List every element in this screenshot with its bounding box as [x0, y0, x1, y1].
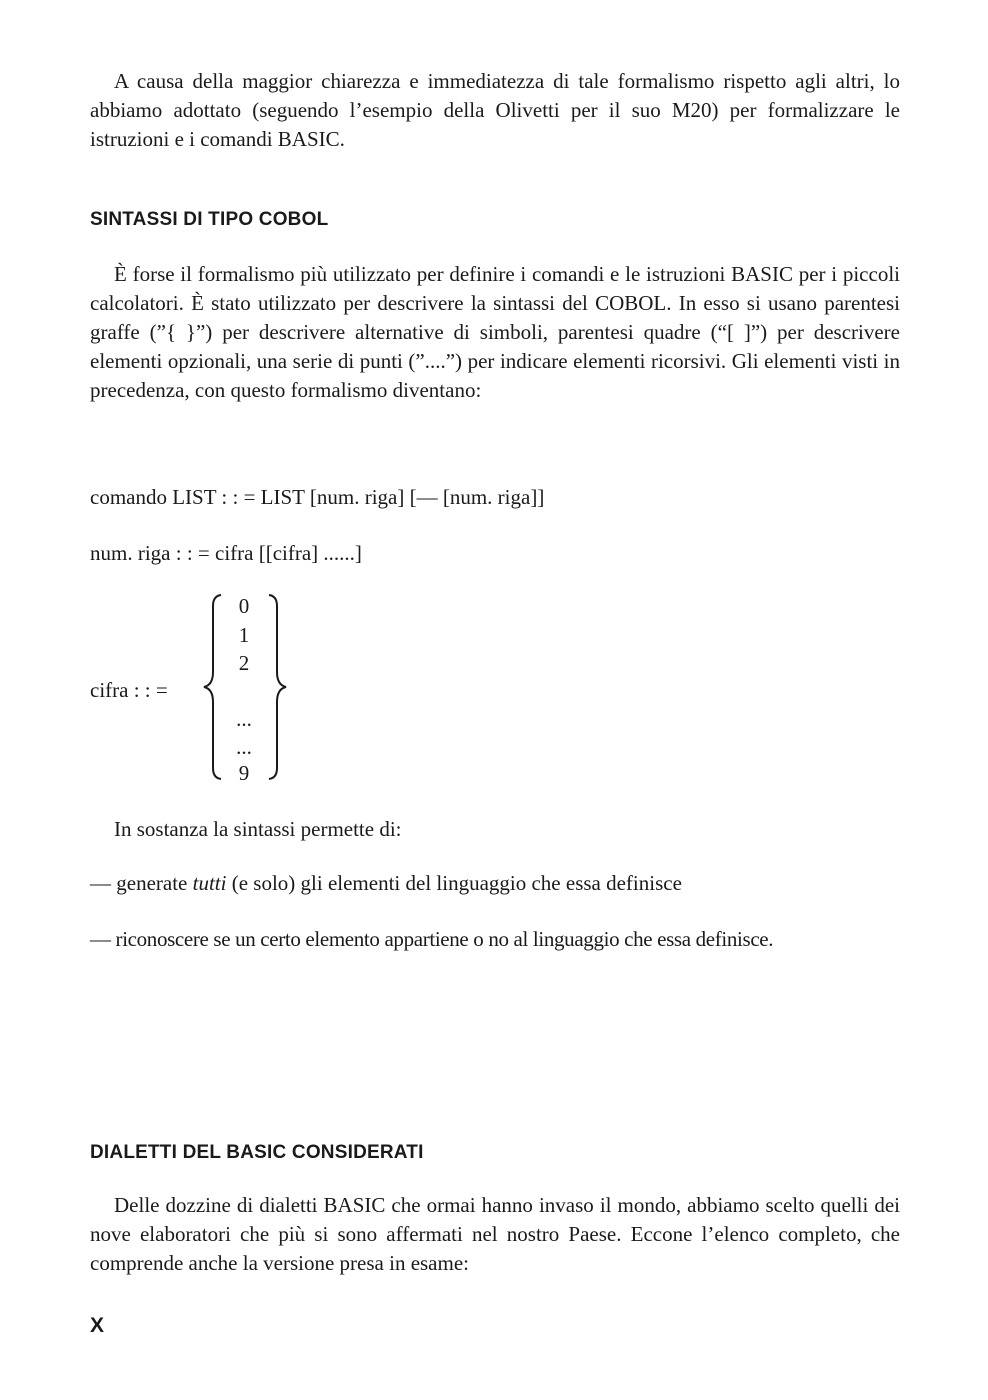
- cobol-text: È forse il formalismo più utilizzato per definire i comandi e le istruzioni BASIC per i piccoli calcolatori. È stato utilizzato per descrivere la sintassi del COBOL. In esso si usano parentesi graffe (”{ }”) per descrivere alternative di simboli, parentesi quadre (“[ ]”) per descrivere elementi opzionali, una serie di punti (”....”) per indicare elementi ricorsivi. Gli elementi visti in precedenza, con questo formalismo diventano:: [90, 262, 900, 402]
- bullet-generate-emphasis: tutti: [192, 871, 227, 895]
- intro-paragraph: [90, 67, 900, 154]
- bullet-generate-prefix: — generate: [90, 871, 193, 895]
- sostanza-paragraph: [90, 815, 900, 844]
- heading-dialetti-basic: DIALETTI DEL BASIC CONSIDERATI: [90, 1142, 424, 1163]
- formula-list: comando LIST : : = LIST [num. riga] [— [num. riga]]: [90, 485, 545, 509]
- cifra-digit-1: 1: [238, 623, 250, 647]
- formula-num-riga: num. riga : : = cifra [[cifra] ......]: [90, 541, 362, 565]
- dialetti-paragraph: [90, 1191, 900, 1278]
- cifra-digit-2: 2: [238, 651, 250, 675]
- bullet-generate: [90, 869, 910, 898]
- cifra-ellipsis-2: ...: [236, 735, 252, 759]
- bullet-riconoscere: — riconoscere se un certo elemento appartiene o no al linguaggio che essa definisce.: [90, 927, 774, 951]
- sostanza-text: In sostanza la sintassi permette di:: [114, 817, 402, 841]
- formula-cifra-label: cifra : : =: [90, 678, 168, 702]
- cobol-paragraph: [90, 260, 900, 405]
- page-number: X: [90, 1314, 105, 1337]
- cifra-digit-9: 9: [238, 761, 250, 785]
- cifra-ellipsis-1: ...: [236, 707, 252, 731]
- cifra-digit-0: 0: [238, 594, 250, 618]
- intro-text: A causa della maggior chiarezza e immediatezza di tale formalismo rispetto agli altri, lo abbiamo adottato (seguendo l’esempio della Olivetti per il suo M20) per formalizzare le istruzioni e i comandi BASIC.: [90, 69, 900, 151]
- heading-sintassi-cobol: SINTASSI DI TIPO COBOL: [90, 209, 329, 230]
- dialetti-text: Delle dozzine di dialetti BASIC che ormai hanno invaso il mondo, abbiamo scelto quelli dei nove elaboratori che più si sono affermati nel nostro Paese. Eccone l’elenco completo, che comprende anche la versione presa in esame:: [90, 1193, 900, 1275]
- bullet-generate-suffix: (e solo) gli elementi del linguaggio che essa definisce: [226, 871, 682, 895]
